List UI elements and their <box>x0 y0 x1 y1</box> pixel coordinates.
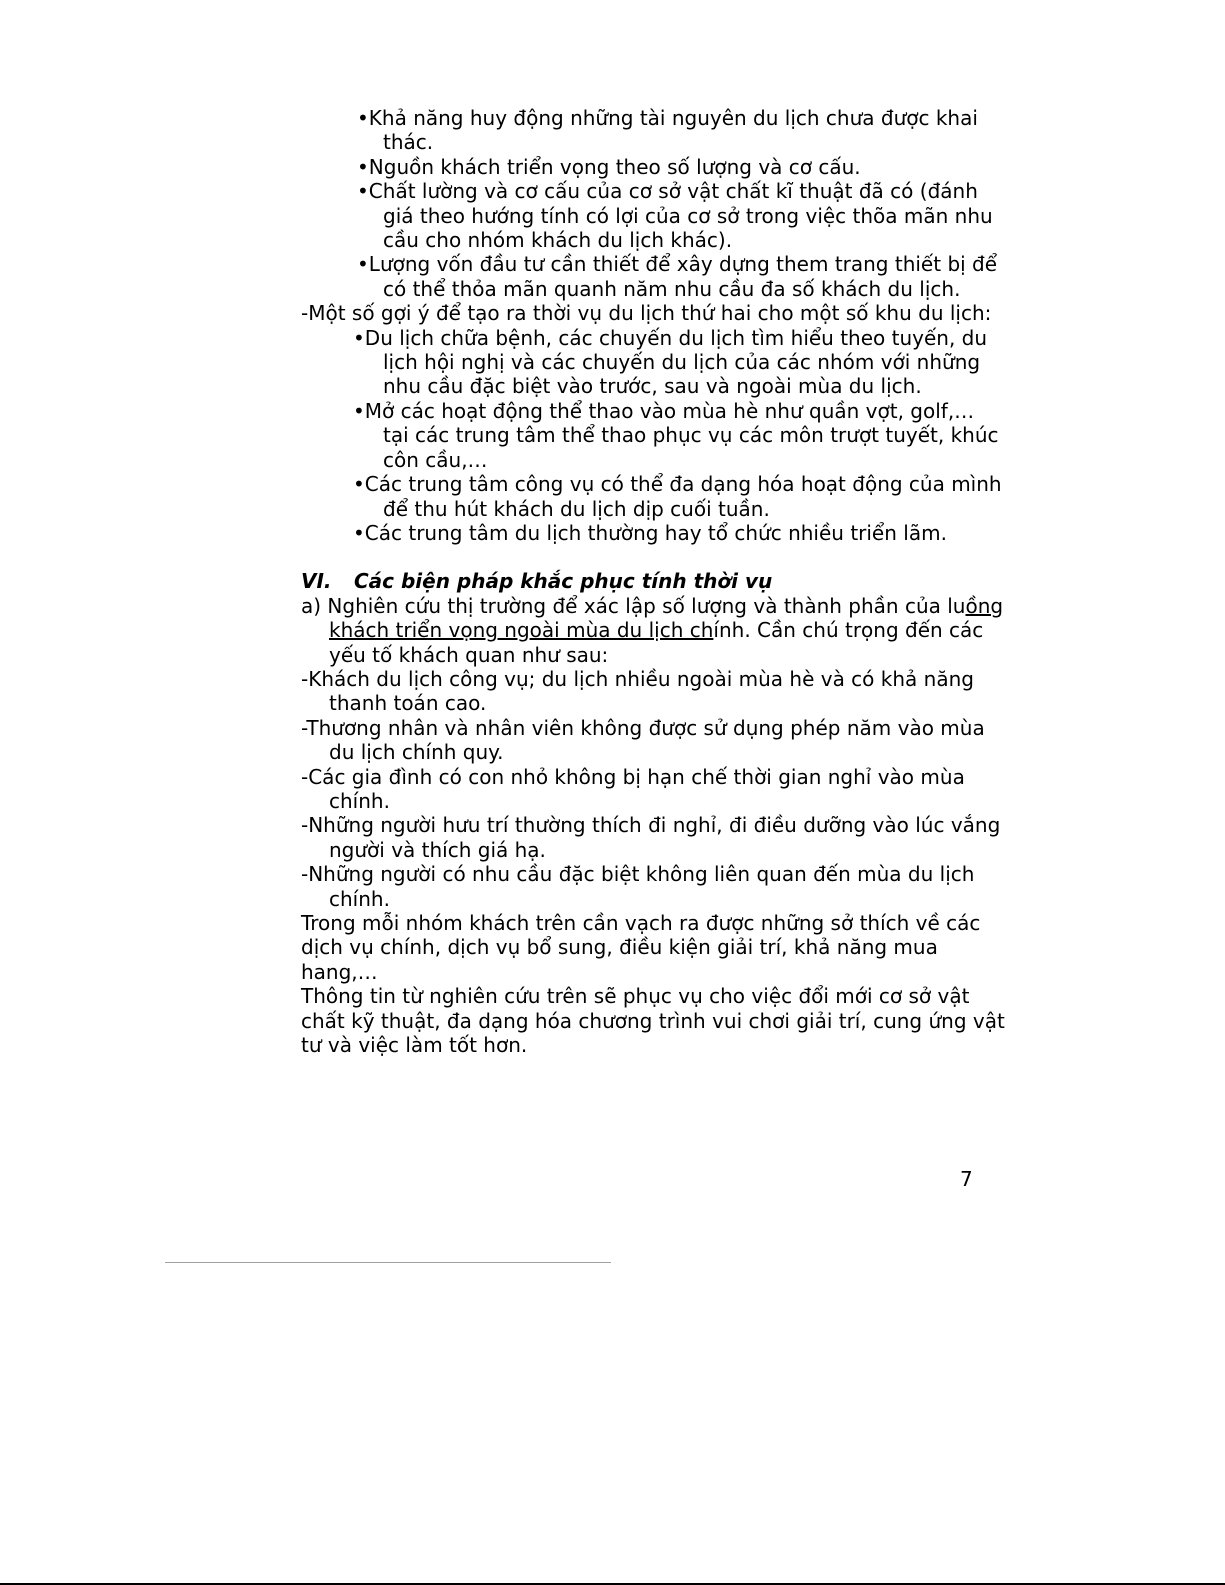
bullet-item: •Khả năng huy động những tài nguyên du lịch chưa được khai thác. <box>357 106 978 155</box>
section-heading <box>301 569 1006 593</box>
item-a-suffix: ính. Cần chú trọng đến các yếu tố khách quan như sau: <box>329 618 984 667</box>
item-a-prefix: a) Nghiên cứu thị trường để xác lập số lượng và thành phần của lu <box>301 593 966 618</box>
footnote-separator <box>165 1262 611 1263</box>
suggestion-intro: -Một số gợi ý để tạo ra thời vụ du lịch thứ hai cho một số khu du lịch: <box>301 301 992 326</box>
paragraph: Thông tin từ nghiên cứu trên sẽ phục vụ cho việc đổi mới cơ sở vật chất kỹ thuật, đa dạng hóa chương trình vui chơi giải trí, cung ứng vật tư và việc làm tốt hơn. <box>301 984 1005 1058</box>
bullet-item: •Lượng vốn đầu tư cần thiết để xây dựng them trang thiết bị để có thể thỏa mãn quanh năm nhu cầu đa số khách du lịch. <box>357 252 998 301</box>
dash-item: -Thương nhân và nhân viên không được sử dụng phép năm vào mùa du lịch chính quy. <box>301 715 985 765</box>
section-number: VI. <box>301 569 332 594</box>
dash-item: -Các gia đình có con nhỏ không bị hạn chế thời gian nghỉ vào mùa chính. <box>301 764 965 813</box>
bullet-item: •Các trung tâm công vụ có thể đa dạng hóa hoạt động của mình để thu hút khách du lịch dịp cuối tuần. <box>353 472 1002 521</box>
paragraph: Trong mỗi nhóm khách trên cần vạch ra được những sở thích về các dịch vụ chính, dịch vụ bổ sung, điều kiện giải trí, khả năng mua hang,… <box>301 911 981 984</box>
item-a <box>301 594 1006 667</box>
dash-item: -Khách du lịch công vụ; du lịch nhiều ngoài mùa hè và có khả năng thanh toán cao. <box>301 666 974 716</box>
page-body <box>301 106 1006 1057</box>
bullet-item: •Du lịch chữa bệnh, các chuyến du lịch tìm hiểu theo tuyến, du lịch hội nghị và các chuyến du lịch của các nhóm với những nhu cầu đặc biệt vào trước, sau và ngoài mùa du lịch. <box>353 325 988 399</box>
page-number: 7 <box>960 1167 973 1191</box>
dash-item: -Những người có nhu cầu đặc biệt không liên quan đến mùa du lịch chính. <box>301 862 975 911</box>
bullet-item: •Nguồn khách triển vọng theo số lượng và cơ cấu. <box>357 154 861 179</box>
bullet-item: •Chất lường và cơ cấu của cơ sở vật chất kĩ thuật đã có (đánh giá theo hướng tính có lợi của cơ sở trong việc thõa mãn nhu cầu cho nhóm khách du lịch khác). <box>357 179 993 253</box>
bullet-item: •Mở các hoạt động thể thao vào mùa hè như quần vợt, golf,… tại các trung tâm thể thao phục vụ các môn trượt tuyết, khúc côn cầu,… <box>353 398 999 472</box>
section-title: Các biện pháp khắc phục tính thời vụ <box>354 569 773 594</box>
item-a-underlined: ồng khách triển vọng ngoài mùa du lịch ch <box>329 593 1004 643</box>
dash-item: -Những người hưu trí thường thích đi nghỉ, đi điều dưỡng vào lúc vắng người và thích giá hạ. <box>301 813 1001 862</box>
bullet-item: •Các trung tâm du lịch thường hay tổ chức nhiều triển lãm. <box>353 520 947 545</box>
